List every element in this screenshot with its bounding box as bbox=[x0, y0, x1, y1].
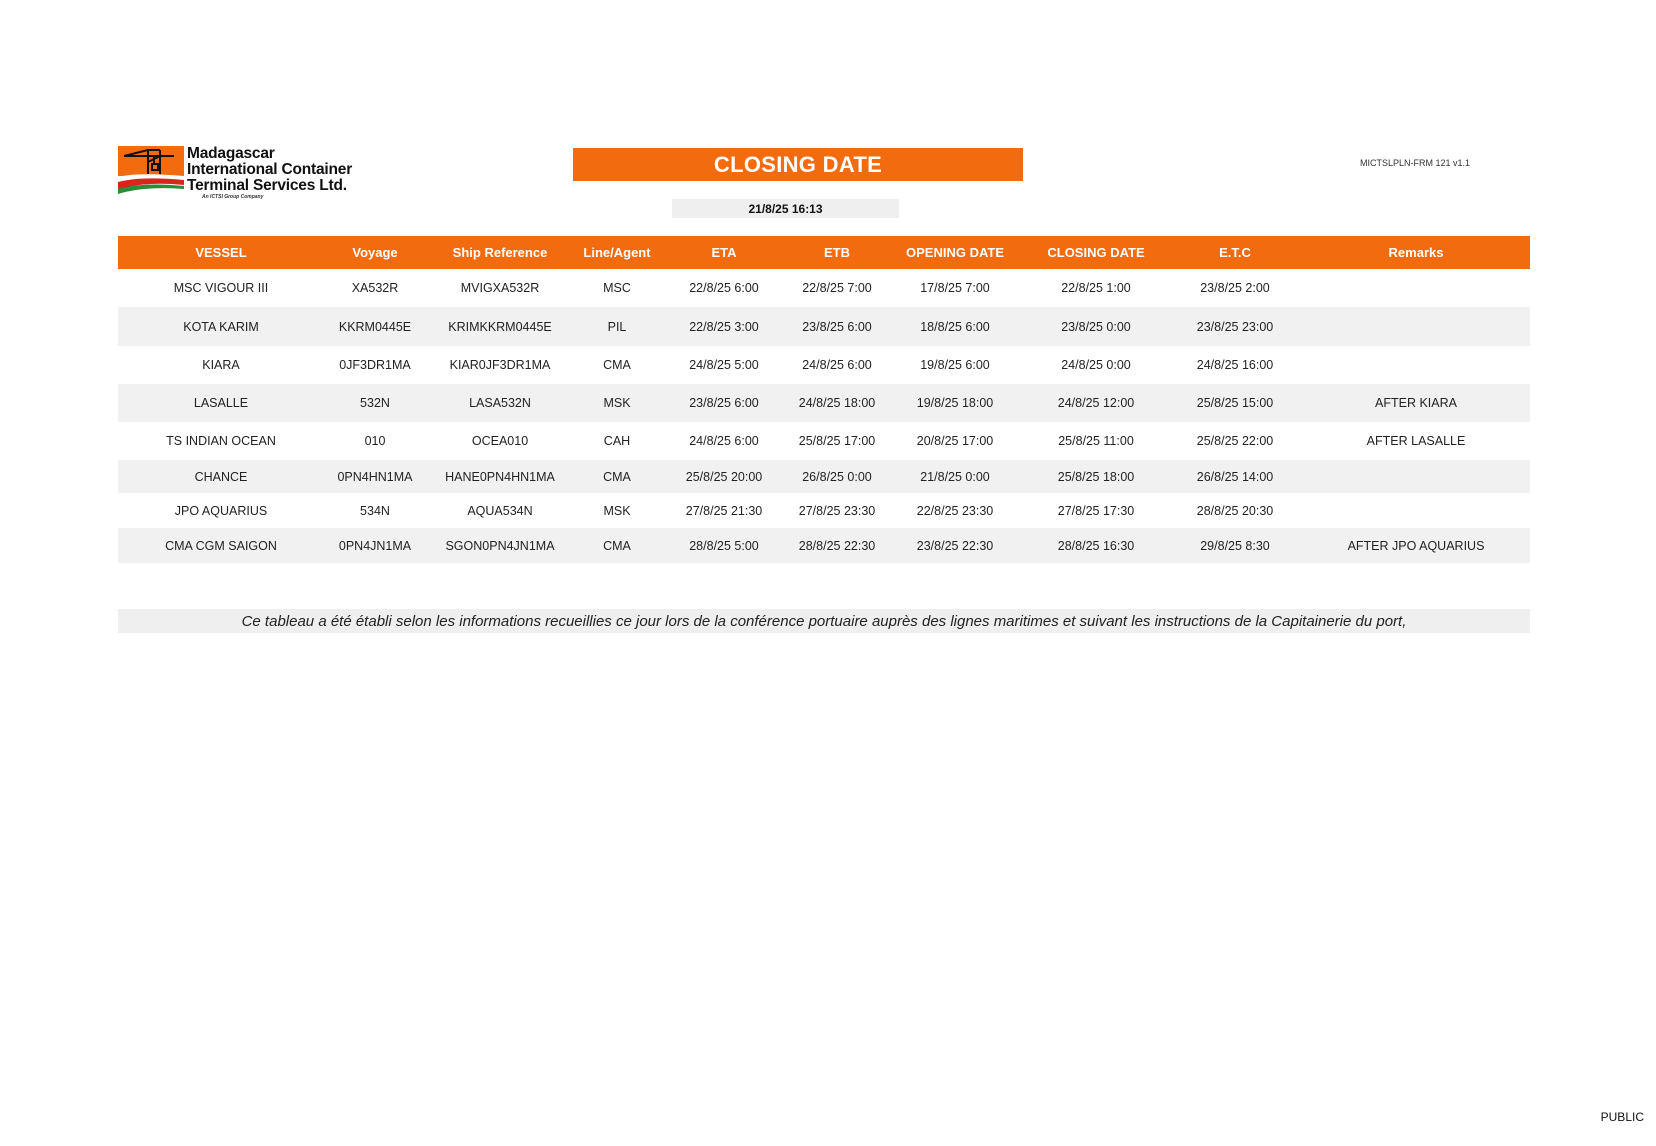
table-cell: AFTER LASALLE bbox=[1366, 434, 1466, 448]
table-cell bbox=[1302, 493, 1530, 528]
table-cell: AQUA534N bbox=[467, 503, 533, 518]
table-row bbox=[118, 384, 1530, 422]
table-row bbox=[118, 460, 1530, 493]
table-cell: 23/8/25 23:00 bbox=[1196, 319, 1274, 334]
table-cell: 25/8/25 17:00 bbox=[798, 434, 876, 448]
table-cell: 23/8/25 0:00 bbox=[1061, 319, 1131, 334]
table-row bbox=[118, 422, 1530, 460]
table-cell: 24/8/25 5:00 bbox=[689, 358, 759, 372]
table-cell: 22/8/25 7:00 bbox=[802, 281, 872, 295]
table-cell: OCEA010 bbox=[471, 434, 529, 448]
table-cell bbox=[1302, 460, 1530, 493]
table-cell: KIARA bbox=[202, 358, 240, 372]
table-row bbox=[118, 307, 1530, 346]
table-cell: CMA bbox=[603, 469, 631, 484]
table-cell: JPO AQUARIUS bbox=[174, 503, 268, 518]
table-cell: LASALLE bbox=[193, 396, 249, 410]
table-cell: MSK bbox=[603, 396, 631, 410]
table-cell: CAH bbox=[603, 434, 631, 448]
table-cell: PIL bbox=[607, 319, 627, 334]
table-cell: 22/8/25 6:00 bbox=[689, 281, 759, 295]
table-row bbox=[118, 346, 1530, 384]
table-cell: 26/8/25 14:00 bbox=[1196, 469, 1274, 484]
table-cell: MSC VIGOUR III bbox=[173, 281, 269, 295]
table-cell: AFTER KIARA bbox=[1375, 396, 1457, 410]
table-cell: 24/8/25 0:00 bbox=[1061, 358, 1131, 372]
table-cell: SGON0PN4JN1MA bbox=[445, 538, 555, 553]
table-header bbox=[118, 236, 1530, 269]
table-cell: TS INDIAN OCEAN bbox=[166, 434, 276, 448]
table-cell: KIAR0JF3DR1MA bbox=[449, 358, 551, 372]
table-row bbox=[118, 493, 1530, 528]
column-header: Voyage bbox=[352, 245, 398, 260]
table-cell: 24/8/25 6:00 bbox=[689, 434, 759, 448]
table-cell: 26/8/25 0:00 bbox=[802, 469, 872, 484]
table-cell: 28/8/25 22:30 bbox=[798, 538, 876, 553]
table-cell: 27/8/25 17:30 bbox=[1057, 503, 1135, 518]
table-cell: 23/8/25 6:00 bbox=[689, 396, 759, 410]
table-cell: 0PN4HN1MA bbox=[337, 469, 413, 484]
table-cell: 27/8/25 23:30 bbox=[798, 503, 876, 518]
table-cell: KOTA KARIM bbox=[183, 319, 259, 334]
table-cell: 28/8/25 20:30 bbox=[1196, 503, 1274, 518]
table-cell: 23/8/25 2:00 bbox=[1200, 281, 1270, 295]
column-header: ETA bbox=[711, 245, 737, 260]
table-cell: 22/8/25 3:00 bbox=[689, 319, 759, 334]
container-crane-icon bbox=[118, 146, 184, 194]
table-cell: AFTER JPO AQUARIUS bbox=[1347, 538, 1485, 553]
classification-label: PUBLIC bbox=[1600, 1110, 1644, 1124]
table-cell: 23/8/25 6:00 bbox=[802, 319, 872, 334]
table-cell: 21/8/25 0:00 bbox=[920, 469, 990, 484]
table-cell: 23/8/25 22:30 bbox=[916, 538, 994, 553]
table-cell: 28/8/25 16:30 bbox=[1057, 538, 1135, 553]
table-cell: 19/8/25 6:00 bbox=[920, 358, 990, 372]
company-name-line-3: Terminal Services Ltd. bbox=[187, 177, 347, 194]
table-cell: 532N bbox=[360, 396, 390, 410]
table-cell: 22/8/25 1:00 bbox=[1061, 281, 1131, 295]
table-cell: 18/8/25 6:00 bbox=[920, 319, 990, 334]
company-name bbox=[187, 146, 352, 194]
table-cell: CMA bbox=[603, 538, 631, 553]
company-name-line-2: International Container bbox=[187, 161, 353, 178]
table-cell bbox=[1302, 307, 1530, 346]
table-cell: 25/8/25 15:00 bbox=[1196, 396, 1274, 410]
table-cell: 24/8/25 16:00 bbox=[1196, 358, 1274, 372]
column-header: E.T.C bbox=[1219, 245, 1251, 260]
table-cell: 534N bbox=[360, 503, 390, 518]
table-cell: KRIMKKRM0445E bbox=[448, 319, 552, 334]
table-cell: 25/8/25 11:00 bbox=[1058, 434, 1134, 448]
table-cell: 28/8/25 5:00 bbox=[689, 538, 759, 553]
table-cell: 29/8/25 8:30 bbox=[1200, 538, 1270, 553]
table-cell: 20/8/25 17:00 bbox=[916, 434, 994, 448]
table-cell: 25/8/25 20:00 bbox=[685, 469, 763, 484]
table-cell: CMA bbox=[603, 358, 631, 372]
table-cell: MVIGXA532R bbox=[460, 281, 540, 295]
column-header: Line/Agent bbox=[583, 245, 651, 260]
page-title: CLOSING DATE bbox=[573, 148, 1023, 181]
table-row bbox=[118, 528, 1530, 563]
table-cell bbox=[1302, 346, 1530, 384]
column-header: ETB bbox=[824, 245, 850, 260]
table-cell: 25/8/25 22:00 bbox=[1196, 434, 1274, 448]
company-logo bbox=[118, 146, 358, 204]
table-cell: CHANCE bbox=[194, 469, 248, 484]
column-header: OPENING DATE bbox=[906, 245, 1004, 260]
table-cell bbox=[1302, 269, 1530, 307]
table-row bbox=[118, 269, 1530, 307]
table-cell: 19/8/25 18:00 bbox=[916, 396, 994, 410]
table-cell: 22/8/25 23:30 bbox=[916, 503, 994, 518]
table-cell: XA532R bbox=[351, 281, 399, 295]
column-header: Remarks bbox=[1388, 245, 1444, 260]
column-header: Ship Reference bbox=[452, 245, 548, 260]
table-cell: CMA CGM SAIGON bbox=[165, 538, 277, 553]
table-cell: MSC bbox=[603, 281, 631, 295]
report-timestamp: 21/8/25 16:13 bbox=[672, 199, 899, 218]
column-header: CLOSING DATE bbox=[1047, 245, 1145, 260]
form-code: MICTSLPLN-FRM 121 v1.1 bbox=[1359, 158, 1471, 168]
table-cell: 0JF3DR1MA bbox=[339, 358, 411, 372]
table-cell: 24/8/25 18:00 bbox=[798, 396, 876, 410]
table-cell: LASA532N bbox=[469, 396, 531, 410]
table-cell: 25/8/25 18:00 bbox=[1057, 469, 1135, 484]
company-tagline: An ICTSI Group Company bbox=[202, 194, 264, 200]
table-cell: 27/8/25 21:30 bbox=[685, 503, 763, 518]
column-header: VESSEL bbox=[195, 245, 247, 260]
closing-date-table bbox=[118, 236, 1530, 563]
table-cell: MSK bbox=[603, 503, 631, 518]
table-cell: HANE0PN4HN1MA bbox=[445, 469, 555, 484]
table-cell: KKRM0445E bbox=[338, 319, 412, 334]
table-body bbox=[118, 269, 1530, 563]
table-cell: 010 bbox=[364, 434, 386, 448]
table-cell: 17/8/25 7:00 bbox=[920, 281, 990, 295]
table-cell: 0PN4JN1MA bbox=[338, 538, 412, 553]
company-name-line-1: Madagascar bbox=[187, 145, 275, 162]
footnote: Ce tableau a été établi selon les informations recueillies ce jour lors de la conférence portuaire auprès des lignes maritimes et suivant les instructions de la Capitainerie du port, bbox=[118, 609, 1530, 633]
table-cell: 24/8/25 12:00 bbox=[1057, 396, 1135, 410]
table-cell: 24/8/25 6:00 bbox=[802, 358, 872, 372]
